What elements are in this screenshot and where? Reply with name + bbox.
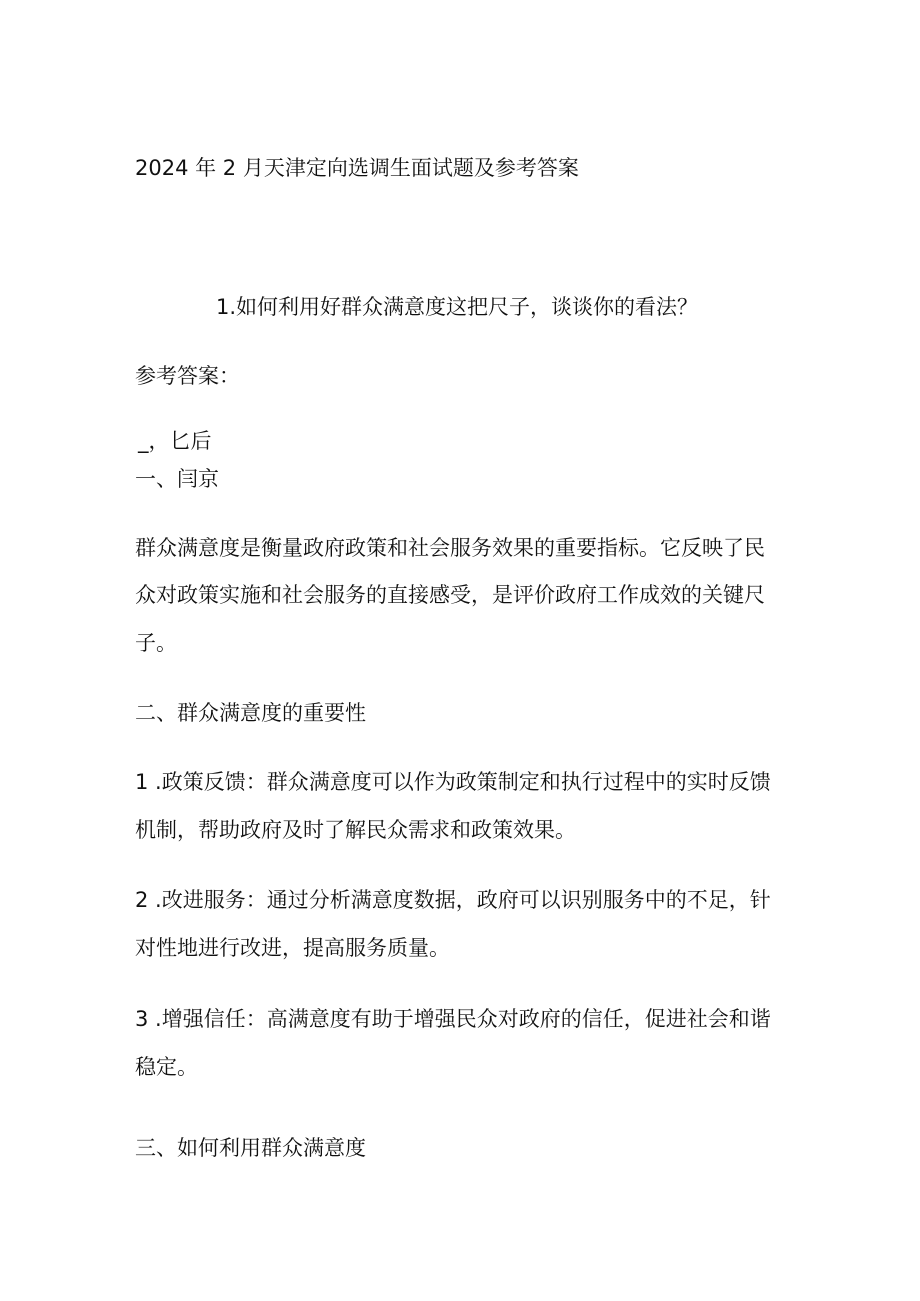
list-item-2-line-1: 2 .改进服务：通过分析满意度数据，政府可以识别服务中的不足，针: [135, 888, 771, 912]
section-1-heading: 一、闫京: [135, 467, 219, 491]
section-1-paragraph-line: 群众满意度是衡量政府政策和社会服务效果的重要指标。它反映了民: [135, 536, 765, 560]
section-2-heading: 二、群众满意度的重要性: [135, 701, 366, 725]
scan-artifact-text: _，匕后: [138, 429, 212, 453]
section-3-heading: 三、如何利用群众满意度: [135, 1136, 366, 1160]
section-1-paragraph-line: 众对政策实施和社会服务的直接感受，是评价政府工作成效的关键尺: [135, 583, 765, 607]
document-title: 2024 年 2 月天津定向选调生面试题及参考答案: [135, 156, 579, 180]
section-1-paragraph-line: 子。: [135, 631, 177, 655]
list-item-3-line-1: 3 .增强信任：高满意度有助于增强民众对政府的信任，促进社会和谐: [135, 1007, 771, 1031]
list-item-1-line-2: 机制，帮助政府及时了解民众需求和政策效果。: [135, 818, 576, 842]
list-item-3-line-2: 稳定。: [135, 1055, 198, 1079]
list-item-2-line-2: 对性地进行改进，提高服务质量。: [135, 936, 450, 960]
question-text: 1.如何利用好群众满意度这把尺子，谈谈你的看法？: [216, 295, 699, 319]
list-item-1-line-1: 1 .政策反馈：群众满意度可以作为政策制定和执行过程中的实时反馈: [135, 770, 771, 794]
reference-answer-label: 参考答案：: [135, 364, 240, 388]
